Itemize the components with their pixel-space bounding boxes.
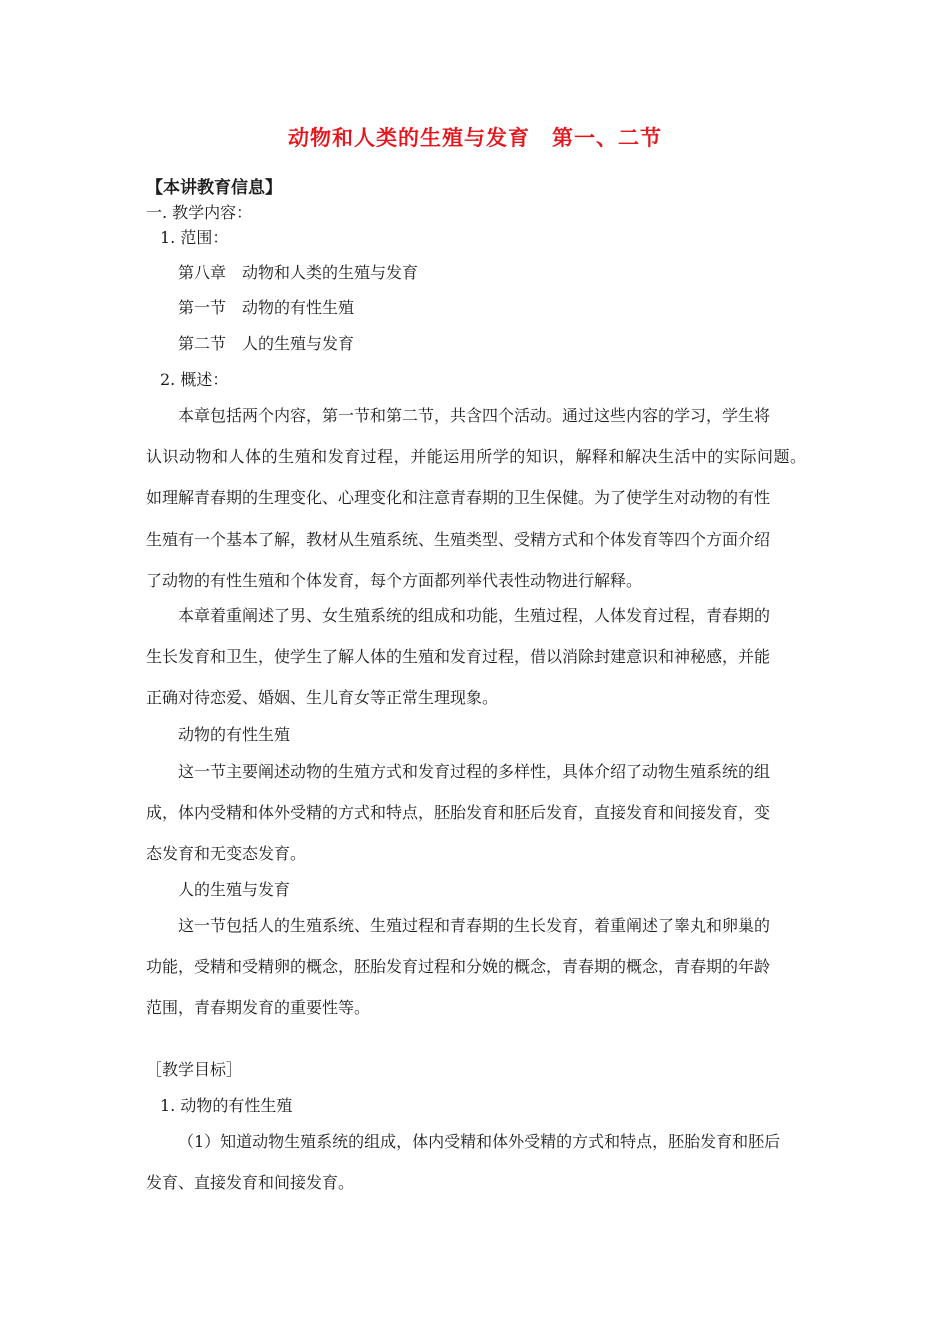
- text-line: （1）知道动物生殖系统的组成，体内受精和体外受精的方式和特点，胚胎发育和胚后: [178, 1132, 781, 1151]
- text-line: 一. 教学内容：: [146, 203, 253, 222]
- text-line: 本章着重阐述了男、女生殖系统的组成和功能，生殖过程，人体发育过程，青春期的: [178, 606, 771, 625]
- subsection-title: 人的生殖与发育: [178, 880, 291, 899]
- text-line: 这一节包括人的生殖系统、生殖过程和青春期的生长发育，着重阐述了睾丸和卵巢的: [178, 916, 771, 935]
- text-line: 1. 范围：: [160, 228, 229, 247]
- text-line: 发育、直接发育和间接发育。: [146, 1173, 355, 1192]
- text-line: 第一节 动物的有性生殖: [178, 298, 355, 317]
- text-line: 生长发育和卫生，使学生了解人体的生殖和发育过程，借以消除封建意识和神秘感，并能: [146, 647, 771, 666]
- text-line: 本章包括两个内容，第一节和第二节，共含四个活动。通过这些内容的学习，学生将: [178, 406, 771, 425]
- text-line: 成，体内受精和体外受精的方式和特点，胚胎发育和胚后发育，直接发育和间接发育，变: [146, 803, 771, 822]
- text-line: 生殖有一个基本了解，教材从生殖系统、生殖类型、受精方式和个体发育等四个方面介绍: [146, 530, 771, 549]
- text-line: 第二节 人的生殖与发育: [178, 334, 355, 353]
- section-header: 【本讲教育信息】: [146, 178, 282, 198]
- text-line: 1. 动物的有性生殖: [160, 1096, 293, 1115]
- text-line: 第八章 动物和人类的生殖与发育: [178, 263, 419, 282]
- text-line: 范围，青春期发育的重要性等。: [146, 998, 371, 1017]
- subsection-title: 动物的有性生殖: [178, 725, 291, 744]
- text-line: 这一节主要阐述动物的生殖方式和发育过程的多样性，具体介绍了动物生殖系统的组: [178, 762, 771, 781]
- text-line: 了动物的有性生殖和个体发育，每个方面都列举代表性动物进行解释。: [146, 571, 643, 590]
- teaching-goals-heading: ［教学目标］: [146, 1060, 243, 1079]
- text-line: 正确对待恋爱、婚姻、生儿育女等正常生理现象。: [146, 688, 499, 707]
- text-line: 2. 概述：: [160, 370, 229, 389]
- text-line: 认识动物和人体的生殖和发育过程，并能运用所学的知识，解释和解决生活中的实际问题。: [146, 447, 806, 466]
- text-line: 态发育和无变态发育。: [146, 844, 307, 863]
- page-title: 动物和人类的生殖与发育 第一、二节: [288, 126, 662, 150]
- text-line: 如理解青春期的生理变化、心理变化和注意青春期的卫生保健。为了使学生对动物的有性: [146, 488, 771, 507]
- text-line: 功能，受精和受精卵的概念，胚胎发育过程和分娩的概念，青春期的概念，青春期的年龄: [146, 957, 771, 976]
